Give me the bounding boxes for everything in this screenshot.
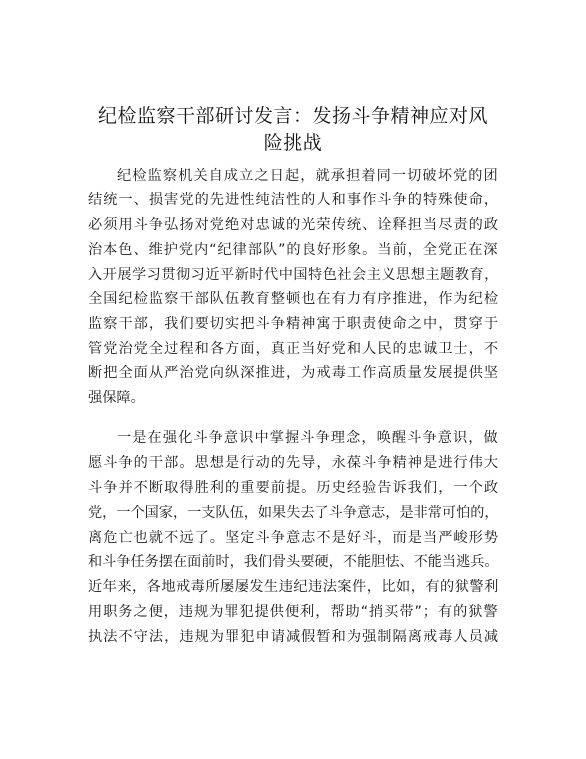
paragraph-2-line: 和斗争任务摆在面前时，我们骨头要硬，不能胆怯、不能当逃兵。 [88,554,499,570]
paragraph-1-line: 治本色、维护党内“纪律部队”的良好形象。当前，全党正在深 [88,242,499,258]
title-line-1: 纪检监察干部研讨发言：发扬斗争精神应对风 [97,105,488,127]
paragraph-2-line: 愿斗争的干部。思想是行动的先导，永葆斗争精神是进行伟大 [88,455,500,471]
paragraph-1-line: 监察干部，我们要切实把斗争精神寓于职责使命之中，贯穿于 [88,316,500,332]
paragraph-2-line: 离危亡也就不远了。坚定斗争意志不是好斗，而是当严峻形势 [88,530,500,546]
paragraph-1-line: 必须用斗争弘扬对党绝对忠诚的光荣传统、诠释担当尽责的政 [88,217,500,233]
paragraph-1-line: 入开展学习贯彻习近平新时代中国特色社会主义思想主题教育， [88,267,499,283]
paragraph-1-line: 全国纪检监察干部队伍教育整顿也在有力有序推进，作为纪检 [88,291,500,307]
paragraph-1-line: 结统一、损害党的先进性纯洁性的人和事作斗争的特殊使命， [88,192,500,208]
paragraph-1-line: 管党治党全过程和各方面，真正当好党和人民的忠诚卫士，不 [88,341,500,357]
paragraph-2-line: 党，一个国家，一支队伍，如果失去了斗争意志，是非常可怕的， [88,505,499,521]
document-title [60,103,526,157]
paragraph-2-line: 一是在强化斗争意识中掌握斗争理念，唤醒斗争意识，做 [117,430,499,446]
paragraph-2-line: 斗争并不断取得胜利的重要前提。历史经验告诉我们，一个政 [88,480,500,496]
paragraph-1-line: 纪检监察机关自成立之日起，就承担着同一切破坏党的团 [117,168,499,184]
title-line-2: 险挑战 [263,132,323,154]
paragraph-2-line: 执法不守法，违规为罪犯申请减假暂和为强制隔离戒毒人员减 [88,629,500,645]
paragraph-2-line: 用职务之便，违规为罪犯提供便利，帮助“捎买带”；有的狱警 [88,604,499,620]
paragraph-1-line: 断把全面从严治党向纵深推进，为戒毒工作高质量发展提供坚 [88,365,500,381]
paragraph-1-line: 强保障。 [88,390,145,406]
paragraph-2-line: 近年来，各地戒毒所屡屡发生违纪违法案件，比如，有的狱警利 [88,579,499,595]
